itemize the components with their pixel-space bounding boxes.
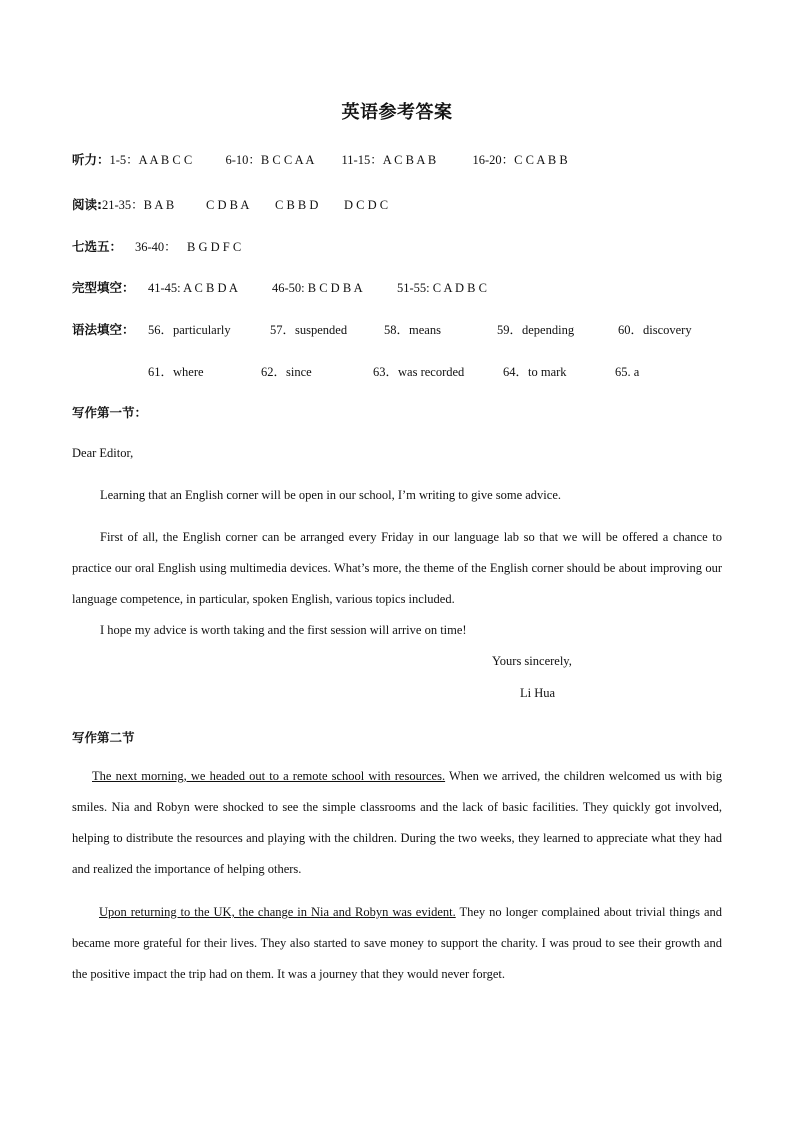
- story-paragraph-2-body: They no longer complained about trivial things and became more grateful for their lives. They also started to save money to support the charity. I was proud to see their growth and the positive impact the trip had on them. It was a journey that they would never forget.: [72, 905, 722, 981]
- answer-item: 61．where: [148, 365, 204, 379]
- reading-answers: [72, 195, 388, 213]
- answer-group: 6-10：B C C A A: [225, 153, 315, 167]
- writing2-label: 写作第二节: [72, 730, 135, 745]
- grammar-answers-row2: [148, 362, 639, 380]
- cloze-label: 完型填空：: [72, 280, 135, 295]
- story-paragraph-1-opening: The next morning, we headed out to a remote school with resources.: [92, 769, 446, 783]
- seven-label: 七选五：: [72, 239, 123, 254]
- answer-group: 46-50: B C D B A: [272, 281, 363, 295]
- answer-group: 51-55: C A D B C: [397, 281, 487, 295]
- writing1-label: 写作第一节：: [72, 405, 148, 420]
- letter-signature-name: Li Hua: [520, 686, 556, 700]
- story-paragraph-1: [72, 761, 722, 885]
- answer-item: 59．depending: [497, 323, 575, 337]
- answer-group: C D B A: [206, 198, 250, 212]
- answer-item: 65. a: [615, 365, 640, 379]
- answer-group: C B B D: [275, 198, 319, 212]
- answer-group: 16-20：C C A B B: [472, 153, 568, 167]
- page-title: 英语参考答案: [341, 102, 453, 123]
- answer-item: 56．particularly: [148, 323, 231, 337]
- story-paragraph-2: [72, 897, 722, 990]
- letter-paragraph-3: I hope my advice is worth taking and the first session will arrive on time!: [100, 623, 467, 637]
- letter-closing: Yours sincerely,: [492, 654, 572, 668]
- listening-answers: [72, 150, 568, 168]
- reading-label: 阅读:: [72, 197, 102, 212]
- letter-paragraph-2: First of all, the English corner can be arranged every Friday in our language lab so that we will be offered a chance to practice our oral English using multimedia devices. What’s more, the theme of the English corner should be about improving our language competence, in particular, spoken English, various topics included.: [72, 530, 722, 606]
- answer-item: 60．discovery: [618, 323, 692, 337]
- answer-group: 1-5：A A B C C: [109, 153, 193, 167]
- listening-label: 听力：: [72, 152, 110, 167]
- answer-item: 58．means: [384, 323, 441, 337]
- grammar-answers-row1: [72, 320, 692, 338]
- answer-group: 36-40：: [135, 240, 177, 254]
- answer-group: 11-15：A C B A B: [341, 153, 437, 167]
- seven-choose-five-answers: [72, 237, 241, 255]
- letter-salutation: Dear Editor,: [72, 446, 134, 460]
- letter-paragraph-1: Learning that an English corner will be open in our school, I’m writing to give some advice.: [100, 488, 561, 502]
- answer-group: D C D C: [344, 198, 389, 212]
- answer-item: 63．was recorded: [373, 365, 465, 379]
- answer-group: 21-35：B A B: [102, 198, 175, 212]
- cloze-answers: [72, 278, 487, 296]
- answer-group: 41-45: A C B D A: [148, 281, 238, 295]
- grammar-label: 语法填空：: [72, 322, 135, 337]
- story-paragraph-1-body: When we arrived, the children welcomed us with big smiles. Nia and Robyn were shocked to see the simple classrooms and the lack of basic facilities. They quickly got involved, helping to distribute the resources and playing with the children. During the two weeks, they learned to appreciate what they had and realized the importance of helping others.: [72, 769, 722, 876]
- answer-item: 62．since: [261, 365, 312, 379]
- story-paragraph-2-opening: Upon returning to the UK, the change in Nia and Robyn was evident.: [99, 905, 456, 919]
- answer-item: 64．to mark: [503, 365, 567, 379]
- answer-group: B G D F C: [187, 240, 242, 254]
- answer-item: 57．suspended: [270, 323, 348, 337]
